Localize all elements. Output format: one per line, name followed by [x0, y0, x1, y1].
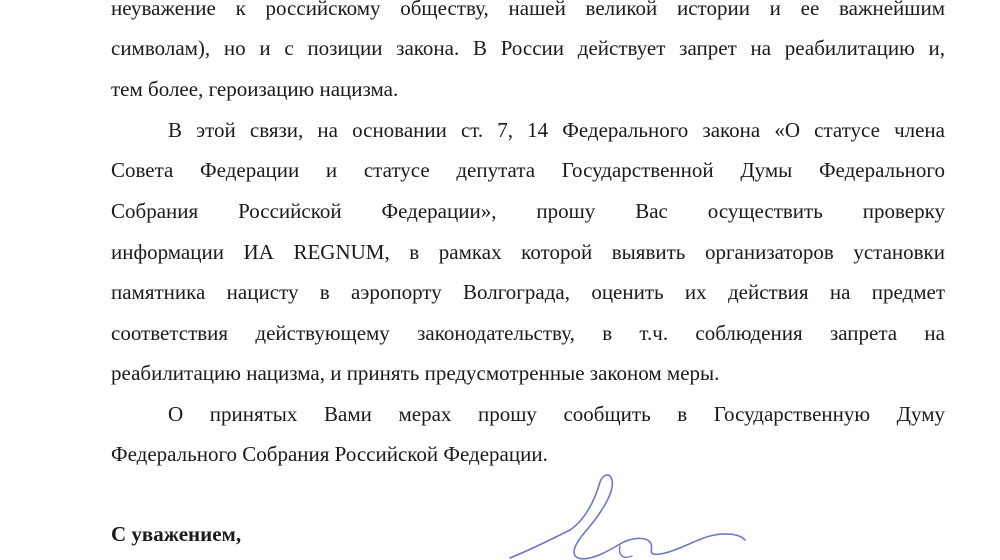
handwritten-signature-icon — [500, 470, 760, 560]
body-line-3: тем более, героизацию нацизма. — [111, 77, 399, 101]
body-line-11: О принятых Вами мерах прошу сообщить в Государственную Думу — [168, 402, 945, 426]
body-line-2: символам), но и с позиции закона. В России действует запрет на реабилитацию и, — [111, 36, 945, 60]
body-line-5: Совета Федерации и статусе депутата Государственной Думы Федерального — [111, 158, 945, 182]
body-line-7: информации ИА REGNUM, в рамках которой выявить организаторов установки — [111, 240, 945, 264]
body-line-9: соответствия действующему законодательству, в т.ч. соблюдения запрета на — [111, 321, 945, 345]
body-line-10: реабилитацию нацизма, и принять предусмотренные законом меры. — [111, 361, 720, 385]
body-line-1: неуважение к российскому обществу, нашей великой истории и ее важнейшим — [111, 0, 945, 20]
body-line-8: памятника нацисту в аэропорту Волгограда, оценить их действия на предмет — [111, 280, 945, 304]
signoff: С уважением, — [111, 522, 242, 546]
body-line-12: Федерального Собрания Российской Федерации. — [111, 442, 548, 466]
body-line-6: Собрания Российской Федерации», прошу Вас осуществить проверку — [111, 199, 945, 223]
body-line-4: В этой связи, на основании ст. 7, 14 Федерального закона «О статусе члена — [168, 118, 945, 142]
